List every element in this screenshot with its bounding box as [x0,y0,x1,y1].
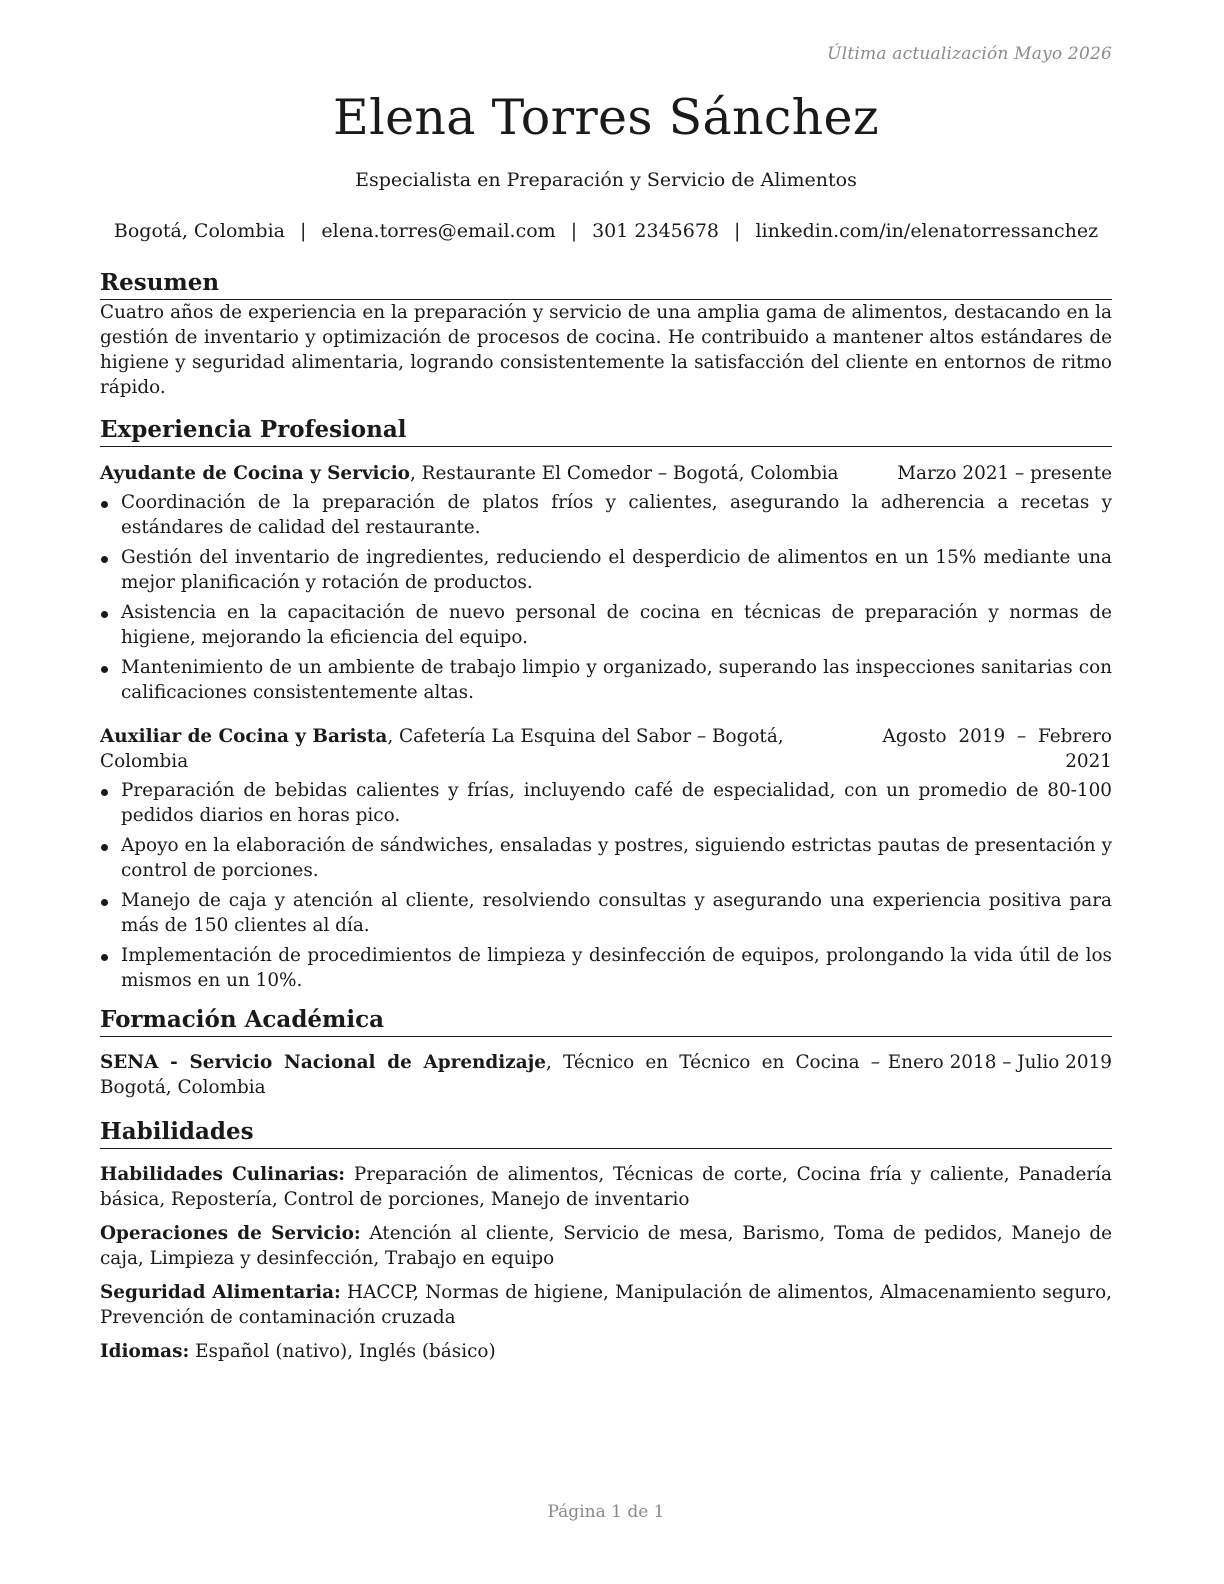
bullet-icon [101,844,108,851]
job-bullet [100,545,1112,595]
job-employer: , Cafetería La Esquina del Sabor – Bogotá, Colombia [100,726,784,772]
job-entry [100,724,1112,993]
skill-group [100,1339,1112,1364]
job-role: Ayudante de Cocina y Servicio [100,463,410,484]
education-school: SENA - Servicio Nacional de Aprendizaje [100,1052,546,1073]
bullet-text: Gestión del inventario de ingredientes, reduciendo el desperdicio de alimentos en un 15% mediante una mejor planificación y rotación de productos. [121,547,1112,593]
section-title-summary: Resumen [100,268,1112,300]
summary-text: Cuatro años de experiencia en la preparación y servicio de una amplia gama de alimentos, destacando en la gestión de inventario y optimización de procesos de cocina. He contribuido a mantener altos estándares de higiene y seguridad alimentaria, logrando consistentemente la satisfacción del cliente en entornos de ritmo rápido. [100,302,1112,398]
bullet-text: Apoyo en la elaboración de sándwiches, ensaladas y postres, siguiendo estrictas pautas de presentación y control de porciones. [121,835,1112,881]
skill-group-items: Español (nativo), Inglés (básico) [189,1341,496,1362]
skill-group-label: Idiomas: [100,1341,190,1362]
job-header [100,724,1112,774]
skill-group-items: Atención al cliente, Servicio de mesa, Barismo, Toma de pedidos, Manejo de caja, Limpieza y desinfección, Trabajo en equipo [100,1223,1112,1269]
contact-line [70,219,1142,243]
job-title-line [100,724,883,774]
education-main [100,1050,880,1100]
skill-group-items: Preparación de alimentos, Técnicas de corte, Cocina fría y caliente, Panadería básica, Repostería, Control de porciones, Manejo de inventario [100,1164,1112,1210]
education-dates: Enero 2018 – Julio 2019 [887,1052,1112,1073]
candidate-headline: Especialista en Preparación y Servicio de Alimentos [355,169,857,191]
bullet-icon [101,789,108,796]
job-header [100,461,1112,486]
job-bullet [100,888,1112,938]
bullet-icon [101,611,108,618]
resume-content [100,268,1112,1373]
job-bullet [100,655,1112,705]
job-dates: Marzo 2021 – presente [897,463,1112,484]
skills-section [100,1117,1112,1364]
contact-phone: 301 2345678 [592,220,720,242]
job-bullets [100,778,1112,993]
bullet-icon [101,556,108,563]
job-employer: , Restaurante El Comedor – Bogotá, Colombia [409,463,839,484]
page-number: Página 1 de 1 [547,1502,665,1522]
skill-group-items: HACCP, Normas de higiene, Manipulación de alimentos, Almacenamiento seguro, Prevención de contaminación cruzada [100,1282,1112,1328]
section-title-experience: Experiencia Profesional [100,415,1112,447]
skill-group-label: Operaciones de Servicio: [100,1223,361,1244]
skill-group-label: Seguridad Alimentaria: [100,1282,341,1303]
contact-separator: | [734,220,741,242]
education-header [100,1050,1112,1100]
education-detail: , Técnico en Técnico en Cocina – Bogotá, Colombia [100,1052,880,1098]
contact-linkedin[interactable]: linkedin.com/in/elenatorressanchez [755,220,1099,242]
job-bullet [100,490,1112,540]
job-bullet [100,833,1112,883]
skill-group-label: Habilidades Culinarias: [100,1164,346,1185]
job-title-line [100,461,897,486]
bullet-text: Preparación de bebidas calientes y frías, incluyendo café de especialidad, con un promedio de 80-100 pedidos diarios en horas pico. [121,780,1112,826]
education-section [100,1005,1112,1100]
education-entry [100,1050,1112,1100]
section-title-education: Formación Académica [100,1005,1112,1037]
candidate-name: Elena Torres Sánchez [333,89,879,146]
experience-section [100,415,1112,993]
skill-group [100,1280,1112,1330]
skill-group [100,1221,1112,1271]
contact-separator: | [300,220,307,242]
bullet-text: Asistencia en la capacitación de nuevo personal de cocina en técnicas de preparación y normas de higiene, mejorando la eficiencia del equipo. [121,602,1112,648]
skill-group [100,1162,1112,1212]
skills-list [100,1162,1112,1364]
job-bullet [100,600,1112,650]
bullet-icon [101,954,108,961]
summary-section [100,268,1112,400]
bullet-icon [101,501,108,508]
contact-email[interactable]: elena.torres@email.com [321,220,556,242]
job-bullet [100,943,1112,993]
job-entry [100,461,1112,705]
bullet-text: Manejo de caja y atención al cliente, resolviendo consultas y asegurando una experiencia positiva para más de 150 clientes al día. [121,890,1112,936]
contact-separator: | [570,220,578,242]
bullet-icon [101,899,108,906]
job-dates: Agosto 2019 – Febrero 2021 [882,726,1112,772]
bullet-text: Implementación de procedimientos de limpieza y desinfección de equipos, prolongando la vida útil de los mismos en un 10%. [121,945,1112,991]
bullet-text: Mantenimiento de un ambiente de trabajo limpio y organizado, superando las inspecciones sanitarias con calificaciones consistentemente altas. [121,657,1112,703]
contact-location: Bogotá, Colombia [113,220,285,242]
job-role: Auxiliar de Cocina y Barista [100,726,388,747]
job-bullets [100,490,1112,705]
bullet-text: Coordinación de la preparación de platos fríos y calientes, asegurando la adherencia a recetas y estándares de calidad del restaurante. [121,492,1112,538]
section-title-skills: Habilidades [100,1117,1112,1149]
resume-page [100,0,1112,1584]
last-updated-note: Última actualización Mayo 2026 [827,44,1112,64]
job-bullet [100,778,1112,828]
bullet-icon [101,666,108,673]
